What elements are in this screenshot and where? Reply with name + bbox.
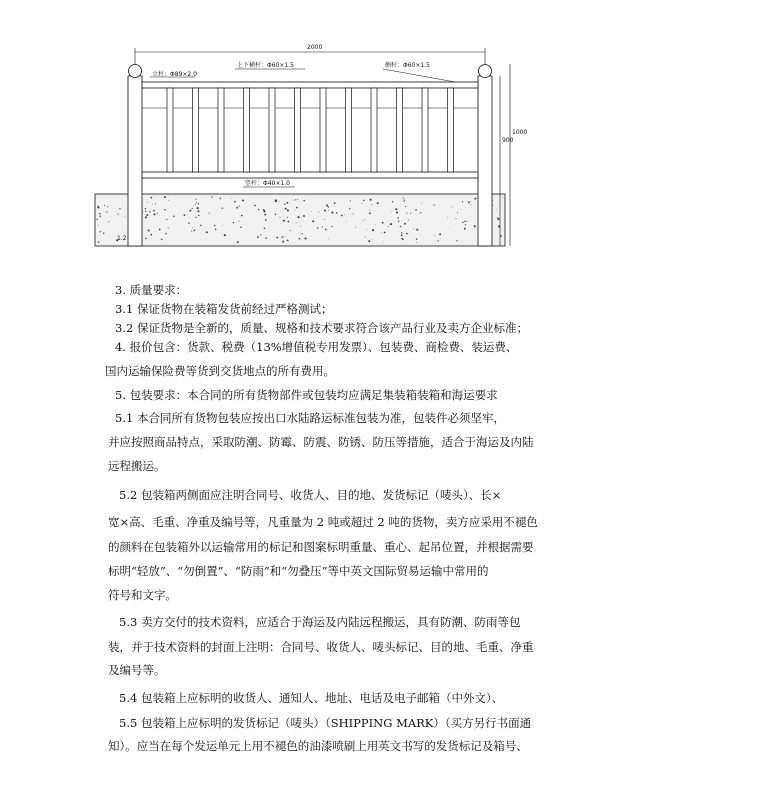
ground-speckle (164, 196, 166, 198)
text-line: 5.2 包装箱两侧面应注明合同号、收货人、目的地、发货标记（唛头）、长× (119, 488, 502, 502)
ground-speckle (149, 211, 150, 212)
text-line: 国内运输保险费等货到交货地点的所有费用。 (105, 364, 335, 378)
ground-speckle (449, 227, 450, 228)
vertical-bar (448, 88, 454, 172)
ground-speckle (328, 210, 329, 211)
ground-speckle (197, 207, 199, 209)
text-line: 4. 报价包含：货款、税费（13%增值税专用发票）、包装费、商检费、装运费、 (115, 340, 518, 354)
ground-speckle (195, 199, 196, 200)
ground-speckle (193, 231, 194, 232)
ground-speckle (145, 238, 147, 240)
ground-speckle (363, 200, 364, 201)
ground-speckle (184, 214, 186, 216)
ground-speckle (192, 227, 193, 228)
ground-speckle (214, 225, 215, 226)
ground-speckle (355, 227, 356, 228)
ground-speckle (212, 196, 213, 197)
ground-speckle (99, 215, 100, 216)
ground-speckle (438, 240, 439, 241)
ground-speckle (405, 206, 406, 207)
ground-speckle (173, 216, 174, 217)
ground-speckle (100, 231, 101, 232)
ground-speckle (285, 208, 287, 210)
ground-speckle (384, 232, 386, 234)
ground-speckle (108, 221, 109, 222)
ground-speckle (456, 218, 457, 219)
ground-speckle (474, 225, 476, 227)
ground-speckle (153, 210, 155, 212)
ground-speckle (369, 213, 371, 215)
ground-speckle (106, 211, 107, 212)
ground-speckle (286, 202, 288, 204)
ground-speckle (97, 206, 99, 208)
ground-speckle (324, 210, 326, 212)
ground-speckle (325, 229, 327, 231)
ground-speckle (456, 240, 457, 241)
ground-speckle (299, 238, 301, 240)
ground-speckle (264, 214, 266, 216)
ground-speckle (117, 213, 118, 214)
ground-speckle (284, 236, 285, 237)
ground-speckle (370, 199, 372, 201)
ground-speckle (146, 214, 148, 216)
ground-speckle (260, 234, 261, 235)
ground-speckle (502, 197, 503, 198)
ground-speckle (282, 240, 284, 242)
ground-speckle (297, 199, 298, 200)
text-line: 5.5 包装箱上应标明的发货标记（唛头）（SHIPPING MARK）（买方另行书面通 (119, 716, 532, 730)
ground-speckle (155, 203, 156, 204)
ground-speckle (298, 217, 299, 218)
ground-speckle (367, 229, 368, 230)
ground-speckle (107, 206, 108, 207)
vertical-bar (269, 88, 275, 172)
ground-speckle (498, 225, 500, 227)
ground-speckle (197, 210, 199, 212)
post-left (128, 76, 142, 246)
ground-speckle (492, 205, 493, 206)
top-rail-label: 上下横杆：Φ60×1.5 (237, 62, 294, 69)
left-ground-label: 1.2 (117, 235, 127, 242)
ground-speckle (293, 200, 294, 201)
ground-speckle (349, 208, 350, 209)
ground-speckle (237, 241, 239, 243)
ground-speckle (416, 229, 418, 231)
ground-speckle (265, 219, 267, 221)
ground-speckle (222, 207, 223, 208)
ground-speckle (326, 204, 328, 206)
ground-speckle (406, 233, 408, 235)
ground-speckle (192, 208, 193, 209)
ground-speckle (103, 233, 104, 234)
ground-speckle (382, 222, 384, 224)
ground-speckle (403, 198, 404, 199)
ground-speckle (465, 224, 466, 225)
ground-speckle (350, 200, 351, 201)
ground-speckle (264, 227, 266, 229)
ground-speckle (390, 223, 392, 225)
ground-speckle (462, 222, 463, 223)
ground-speckle (239, 221, 240, 222)
ground-speckle (365, 237, 366, 238)
vertical-bar (422, 88, 428, 172)
post-label: 立柱：Φ89×2.0 (152, 71, 197, 78)
ground-speckle (377, 202, 379, 204)
ground-speckle (300, 226, 301, 227)
ground-speckle (147, 202, 148, 203)
ground-speckle (145, 216, 147, 218)
right-dim-outer: 1000 (512, 129, 528, 136)
ground-speckle (461, 209, 462, 210)
ground-speckle (401, 232, 402, 233)
ground-speckle (275, 199, 277, 201)
ground-speckle (334, 202, 336, 204)
ground-speckle (287, 217, 288, 218)
ground-speckle (165, 233, 167, 235)
ground-speckle (371, 204, 372, 205)
ground-speckle (288, 221, 290, 223)
ground-speckle (331, 226, 332, 227)
ground-speckle (241, 215, 243, 217)
ground-speckle (303, 200, 305, 202)
ground-speckle (104, 205, 105, 206)
text-line: 宽×高、毛重、净重及编号等，凡重量为 2 吨或超过 2 吨的货物，卖方应采用不褪色 (108, 515, 538, 529)
ground-speckle (298, 216, 299, 217)
ground-speckle (317, 227, 318, 228)
ground-speckle (152, 204, 153, 205)
text-line: 3.2 保证货物是全新的，质量、规格和技术要求符合该产品行业及卖方企业标准； (115, 321, 528, 335)
ground-speckle (168, 200, 169, 201)
ground-speckle (194, 229, 196, 231)
vertical-bar (167, 88, 173, 172)
ground-speckle (466, 221, 467, 222)
ground-speckle (462, 201, 463, 202)
right-dim-inner: 900 (502, 137, 514, 144)
ground-speckle (296, 207, 298, 209)
ground-speckle (404, 223, 406, 225)
ground-speckle (290, 230, 291, 231)
side-rail-leader (383, 69, 455, 82)
ground-speckle (296, 222, 297, 223)
vertical-bar (346, 88, 352, 172)
vertical-bar (371, 88, 377, 172)
text-line: 5. 包装要求：本合同的所有货物部件或包装均应满足集装箱装箱和海运要求 (115, 388, 498, 402)
ground-speckle (257, 236, 259, 238)
ground-speckle (242, 200, 244, 202)
post-cap-left (129, 65, 142, 78)
ground-speckle (401, 238, 403, 240)
vertical-bar (218, 88, 224, 172)
text-line: 5.1 本合同所有货物包装应按出口水陆路运标准包装为准，包装件必须坚牢， (115, 411, 505, 425)
ground-speckle (392, 201, 393, 202)
ground-speckle (98, 241, 100, 243)
ground-speckle (383, 242, 384, 243)
overall-width-label: 2000 (307, 44, 323, 51)
ground-speckle (464, 228, 466, 230)
ground-speckle (99, 213, 101, 215)
ground-speckle (206, 231, 208, 233)
ground-speckle (404, 199, 405, 200)
ground-speckle (281, 236, 283, 238)
bottom-rail (142, 172, 478, 178)
ground-speckle (336, 212, 338, 214)
ground-speckle (396, 211, 398, 213)
ground-speckle (365, 219, 366, 220)
ground-speckle (451, 207, 452, 208)
ground-speckle (369, 209, 370, 210)
ground-speckle (400, 226, 401, 227)
ground-speckle (189, 210, 190, 211)
ground-speckle (416, 238, 417, 239)
ground-speckle (195, 217, 196, 218)
ground-speckle (295, 210, 296, 211)
ground-speckle (264, 210, 266, 212)
ground-speckle (397, 217, 398, 218)
ground-speckle (187, 215, 188, 216)
ground-speckle (415, 209, 417, 211)
ground-speckle (447, 217, 448, 218)
vertical-bar (244, 88, 250, 172)
ground-speckle (391, 211, 392, 212)
ground-speckle (164, 209, 165, 210)
ground-speckle (148, 230, 150, 232)
ground-speckle (222, 225, 223, 226)
ground-speckle (331, 212, 333, 214)
ground-speckle (254, 205, 256, 207)
text-line: 知）。应当在每个发运单元上用不褪色的油漆喷刷上用英文书写的发货标记及箱号、 (108, 739, 528, 753)
text-line: 标明“轻放”、“勿倒置”、“防雨”和“勿叠压”等中英文国际贸易运输中常用的 (108, 564, 489, 578)
ground-speckle (198, 203, 199, 204)
ground-speckle (150, 197, 152, 199)
vertical-bars (167, 88, 454, 172)
ground-speckle (319, 212, 320, 213)
ground-speckle (420, 212, 421, 213)
ground-speckle (322, 226, 323, 227)
ground-speckle (344, 214, 345, 215)
ground-speckle (408, 219, 409, 220)
ground-speckle (220, 198, 222, 200)
ground-speckle (362, 203, 363, 204)
ground-speckle (224, 234, 226, 236)
ground-speckle (157, 213, 158, 214)
ground-speckle (96, 219, 97, 220)
ground-speckle (258, 209, 260, 211)
text-line: 的颜料在包装箱外以运输常用的标记和图案标明重量、重心、起吊位置，并根据需要 (108, 540, 534, 554)
ground-speckle (388, 226, 389, 227)
ground-speckle (275, 214, 276, 215)
ground-speckle (201, 225, 202, 226)
bottom-rail-label: 竖杆：Φ40×1.0 (245, 180, 290, 187)
ground-speckle (327, 206, 329, 208)
ground-speckle (295, 199, 296, 200)
ground-speckle (497, 217, 498, 218)
vertical-bar (295, 88, 301, 172)
text-line: 5.4 包装箱上应标明的收货人、通知人、地址、电话及电子邮箱（中外文）、 (119, 691, 504, 705)
ground-speckle (375, 224, 376, 225)
ground-speckle (276, 237, 278, 239)
ground-speckle (470, 204, 471, 205)
railing-drawing (95, 34, 528, 264)
ground-speckle (240, 227, 242, 229)
ground-speckle (287, 209, 289, 211)
ground-speckle (439, 233, 441, 235)
ground-speckle (434, 205, 435, 206)
ground-speckle (468, 202, 470, 204)
text-line: 5.3 卖方交付的技术资料，应适合于海运及内陆远程搬运，具有防潮、防雨等包 (119, 615, 521, 629)
ground-speckle (403, 201, 404, 202)
ground-speckle (215, 229, 216, 230)
ground-speckle (258, 235, 259, 236)
ground-speckle (368, 240, 370, 242)
side-rail-label: 侧杆：Φ60×1.5 (385, 62, 430, 69)
text-line: 符号和文字。 (108, 588, 177, 602)
vertical-bar (320, 88, 326, 172)
ground-speckle (304, 238, 306, 240)
ground-speckle (145, 208, 146, 209)
text-line: 装，并于技术资料的封面上注明：合同号、收货人、唛头标记、目的地、毛重、净重 (108, 640, 534, 654)
ground-speckle (352, 213, 353, 214)
vertical-bar (397, 88, 403, 172)
ground-speckle (434, 235, 435, 236)
ground-speckle (413, 228, 414, 229)
text-line: 及编号等。 (108, 663, 166, 677)
ground-speckle (301, 233, 302, 234)
ground-speckle (231, 198, 232, 199)
text-line: 3. 质量要求： (115, 283, 188, 297)
ground-speckle (341, 215, 343, 217)
ground-speckle (470, 201, 471, 202)
ground-speckle (283, 220, 285, 222)
ground-speckle (266, 237, 268, 239)
ground-speckle (188, 222, 190, 224)
ground-speckle (395, 208, 397, 210)
ground-speckle (312, 220, 314, 222)
ground-speckle (328, 239, 329, 240)
ground-speckle (159, 229, 161, 231)
ground-speckle (410, 213, 411, 214)
ground-speckle (196, 202, 197, 203)
text-line: 3.1 保证货物在装箱发货前经过严格测试； (115, 302, 333, 316)
railing-drawing-svg (95, 34, 528, 264)
text-line: 并应按照商品特点，采取防潮、防霉、防震、防锈、防压等措施，适合于海运及内陆 (108, 435, 534, 449)
ground-speckle (153, 213, 155, 215)
ground-speckle (421, 203, 422, 204)
ground-speckle (166, 219, 167, 220)
ground-speckle (464, 221, 465, 222)
ground-speckle (284, 204, 285, 205)
ground-speckle (142, 212, 143, 213)
vertical-bar (193, 88, 199, 172)
ground-speckle (401, 235, 403, 237)
ground-speckle (279, 201, 280, 202)
ground-speckle (234, 201, 236, 203)
ground-speckle (98, 225, 99, 226)
ground-speckle (198, 215, 199, 216)
ground-speckle (233, 222, 235, 224)
ground-speckle (324, 219, 325, 220)
ground-speckle (497, 218, 499, 220)
ground-speckle (119, 208, 120, 209)
ground-speckle (398, 221, 399, 222)
post-cap-right (479, 65, 492, 78)
ground-speckle (372, 229, 374, 231)
ground-speckle (191, 230, 192, 231)
post-right (478, 76, 492, 246)
ground-speckle (303, 215, 305, 217)
ground-speckle (145, 211, 146, 212)
ground-speckle (279, 217, 280, 218)
ground-speckle (239, 205, 240, 206)
text-line: 远程搬运。 (108, 459, 166, 473)
ground-speckle (195, 204, 196, 205)
ground-speckle (168, 227, 169, 228)
ground-speckle (371, 239, 372, 240)
top-rail (142, 82, 478, 88)
ground-speckle (474, 198, 476, 200)
ground-speckle (287, 240, 289, 242)
ground-speckle (125, 216, 126, 217)
ground-speckle (363, 220, 364, 221)
ground-speckle (499, 227, 500, 228)
ground-speckle (457, 212, 458, 213)
ground-speckle (381, 232, 382, 233)
ground-speckle (311, 211, 312, 212)
ground-speckle (161, 239, 163, 241)
ground-speckle (346, 222, 347, 223)
ground-speckle (406, 213, 407, 214)
ground-speckle (236, 207, 238, 209)
ground-speckle (416, 242, 417, 243)
ground-speckle (150, 234, 152, 236)
ground-speckle (496, 209, 497, 210)
ground-speckle (209, 213, 210, 214)
